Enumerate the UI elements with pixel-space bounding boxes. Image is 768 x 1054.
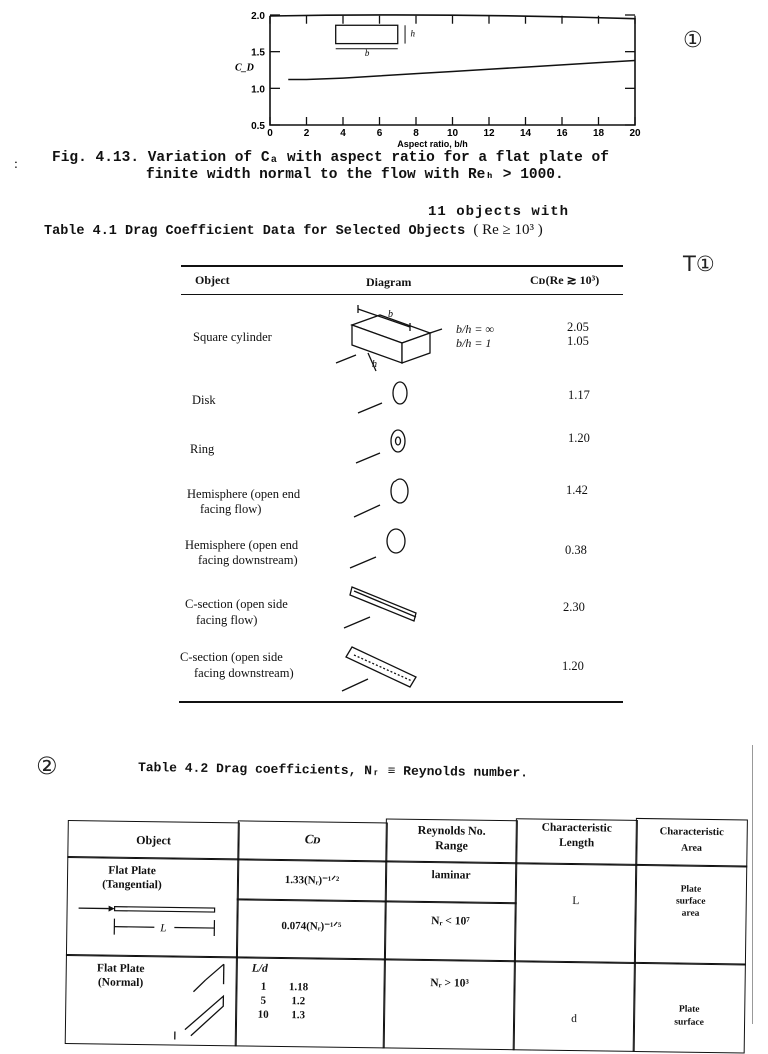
table2-row2-ld-cd: 1.18 bbox=[283, 981, 313, 993]
table1-caption-re: ( Re ≥ 10³ ) bbox=[473, 222, 542, 238]
tangential-plate-diagram bbox=[78, 900, 229, 942]
table1-row-object: Ring bbox=[190, 442, 214, 457]
plate-h-label: h bbox=[411, 28, 416, 38]
x-tick-label: 14 bbox=[520, 128, 532, 139]
x-tick-label: 2 bbox=[304, 128, 310, 139]
table1-row-object: Hemisphere (open end bbox=[187, 487, 300, 502]
table2-row1-re-a-cell bbox=[385, 860, 518, 904]
table1-row-cd: 0.38 bbox=[565, 543, 587, 558]
table1-row-object-line2: facing downstream) bbox=[198, 553, 298, 568]
figure-caption bbox=[52, 150, 752, 184]
table1-caption bbox=[44, 222, 543, 239]
table1-row-condition: b/h = ∞ bbox=[456, 322, 494, 337]
x-tick-label: 20 bbox=[629, 128, 641, 139]
table2-header-area-1: Characteristic bbox=[636, 826, 748, 839]
x-axis-label: Aspect ratio, b/h bbox=[397, 139, 468, 149]
table2-row2-area-2: surface bbox=[633, 1017, 745, 1029]
table2-row2-len-cell bbox=[513, 960, 636, 1052]
hemisphere-downstream-diagram bbox=[350, 529, 405, 568]
x-tick-label: 4 bbox=[340, 128, 346, 139]
table2-header-len-2: Length bbox=[515, 836, 637, 850]
table2-row1-len-cell bbox=[514, 862, 637, 964]
square-cylinder-b-label: b bbox=[388, 309, 393, 320]
table1-header-object: Object bbox=[195, 273, 230, 288]
table1-row-cd: 1.20 bbox=[562, 659, 584, 674]
table2-row2-ld-l: 1 bbox=[253, 981, 273, 993]
chart-frame bbox=[270, 15, 635, 125]
table1-row-cd: 2.30 bbox=[563, 600, 585, 615]
y-tick-label: 0.5 bbox=[251, 121, 265, 132]
table1-diagrams bbox=[330, 295, 480, 700]
plate-b-label: b bbox=[365, 48, 370, 58]
table2-caption: Table 4.2 Drag coefficients, Nᵣ ≡ Reynolds number. bbox=[138, 760, 528, 780]
handwritten-mark-3: ② bbox=[36, 752, 58, 780]
x-tick-label: 0 bbox=[267, 128, 273, 139]
table2-header-re-1: Reynolds No. bbox=[386, 822, 518, 839]
table1-row-object-line2: facing flow) bbox=[200, 502, 261, 517]
x-tick-label: 8 bbox=[413, 128, 419, 139]
table1-row-cd: 2.05 bbox=[567, 320, 589, 335]
table2-row1-object-1: Flat Plate bbox=[67, 864, 197, 878]
x-tick-label: 10 bbox=[447, 128, 459, 139]
table2-row2-length: d bbox=[513, 1012, 635, 1026]
table1-header-diagram: Diagram bbox=[366, 275, 411, 290]
figure-caption-line2: finite width normal to the flow with Reₕ > 1000. bbox=[52, 167, 752, 184]
x-tick-label: 18 bbox=[593, 128, 605, 139]
c-section-flow-diagram bbox=[344, 587, 416, 628]
table2-row2-ld-cd: 1.2 bbox=[283, 995, 313, 1007]
y-tick-label: 1.0 bbox=[251, 84, 265, 95]
table2-row2-ld-l: 5 bbox=[253, 995, 273, 1007]
table1-row-object: Square cylinder bbox=[193, 330, 272, 345]
table2-header-cd: Cᴅ bbox=[237, 830, 387, 848]
table1-row-object: C-section (open side bbox=[185, 597, 288, 612]
figure-caption-bullet: : bbox=[14, 157, 18, 173]
table2-row1-length: L bbox=[515, 894, 637, 908]
y-tick-label: 1.5 bbox=[251, 48, 265, 59]
table2-row1-cd-a: 1.33(Nᵣ)⁻¹ᐟ² bbox=[237, 872, 387, 887]
table2-row1-area-3: area bbox=[635, 908, 747, 920]
table1-row-object: Disk bbox=[192, 393, 216, 408]
table2-row2-object-1: Flat Plate bbox=[66, 962, 176, 976]
table2-row1-area-1: Plate bbox=[635, 884, 747, 896]
table2-row1-area-2: surface bbox=[635, 896, 747, 908]
table2-header-area-2: Area bbox=[635, 842, 747, 855]
table2-row2-object-2: (Normal) bbox=[65, 976, 175, 990]
x-tick-label: 12 bbox=[483, 128, 495, 139]
table1-row-cd: 1.05 bbox=[567, 334, 589, 349]
square-cylinder-h-label: h bbox=[372, 359, 377, 370]
x-tick-label: 16 bbox=[556, 128, 568, 139]
table1-bottom-rule bbox=[179, 701, 623, 703]
plate-annotation bbox=[336, 25, 398, 43]
ring-diagram bbox=[356, 430, 405, 463]
table1-row-object: C-section (open side bbox=[180, 650, 283, 665]
handwritten-mark-1: ① bbox=[683, 28, 703, 53]
table1-row-object: Hemisphere (open end bbox=[185, 538, 298, 553]
table1-row-cd: 1.17 bbox=[568, 388, 590, 403]
margin-mark bbox=[752, 745, 753, 1024]
table2-row1-cd-b: 0.074(Nᵣ)⁻¹ᐟ⁵ bbox=[236, 918, 386, 933]
table1-row-condition: b/h = 1 bbox=[456, 336, 491, 351]
normal-plate-diagram bbox=[165, 959, 236, 1040]
table1-caption-text: Table 4.1 Drag Coefficient Data for Selected Objects bbox=[44, 224, 465, 239]
disk-diagram bbox=[358, 382, 407, 413]
table2-row2-re: Nᵣ > 10³ bbox=[384, 976, 516, 990]
table2-row2-ld-cd: 1.3 bbox=[283, 1009, 313, 1021]
figure-caption-line1: Fig. 4.13. Variation of Cₐ with aspect ratio for a flat plate of bbox=[52, 150, 609, 166]
table2-row2-re-cell bbox=[383, 958, 516, 1050]
table2-row1-re-b-cell bbox=[384, 900, 517, 962]
table2-header-re-2: Range bbox=[385, 837, 517, 854]
hemisphere-flow-diagram bbox=[354, 479, 408, 517]
table2-header-object: Object bbox=[67, 832, 239, 849]
table1-row-object-line2: facing flow) bbox=[196, 613, 257, 628]
table1-row-object-line2: facing downstream) bbox=[194, 666, 294, 681]
table1-row-cd: 1.42 bbox=[566, 483, 588, 498]
cut-text: 11 objects with bbox=[428, 200, 569, 211]
c-section-downstream-diagram bbox=[342, 647, 416, 691]
handwritten-mark-2: T① bbox=[683, 252, 715, 276]
tangential-plate-l-label: L bbox=[159, 922, 166, 934]
table1-row-cd: 1.20 bbox=[568, 431, 590, 446]
y-tick-label: 2.0 bbox=[251, 11, 265, 22]
cd-aspect-ratio-chart bbox=[225, 0, 655, 150]
table1-header-cd: Cᴅ(Re ≳ 10³) bbox=[530, 273, 599, 288]
table2 bbox=[65, 808, 758, 1048]
table2-row1-re-a: laminar bbox=[385, 868, 517, 882]
table1-top-rule bbox=[181, 265, 623, 267]
table2-row1-object-2: (Tangential) bbox=[67, 878, 197, 892]
x-tick-label: 6 bbox=[377, 128, 383, 139]
y-axis-label: C_D bbox=[235, 62, 254, 73]
table2-row2-area-1: Plate bbox=[633, 1004, 745, 1016]
table2-header-len-1: Characteristic bbox=[516, 821, 638, 835]
series-line bbox=[288, 60, 635, 79]
table2-row1-re-b: Nᵣ < 10⁷ bbox=[384, 914, 516, 928]
table2-row2-ld-l: 10 bbox=[253, 1009, 273, 1021]
table2-row2-ld-head: L/d bbox=[252, 963, 268, 975]
